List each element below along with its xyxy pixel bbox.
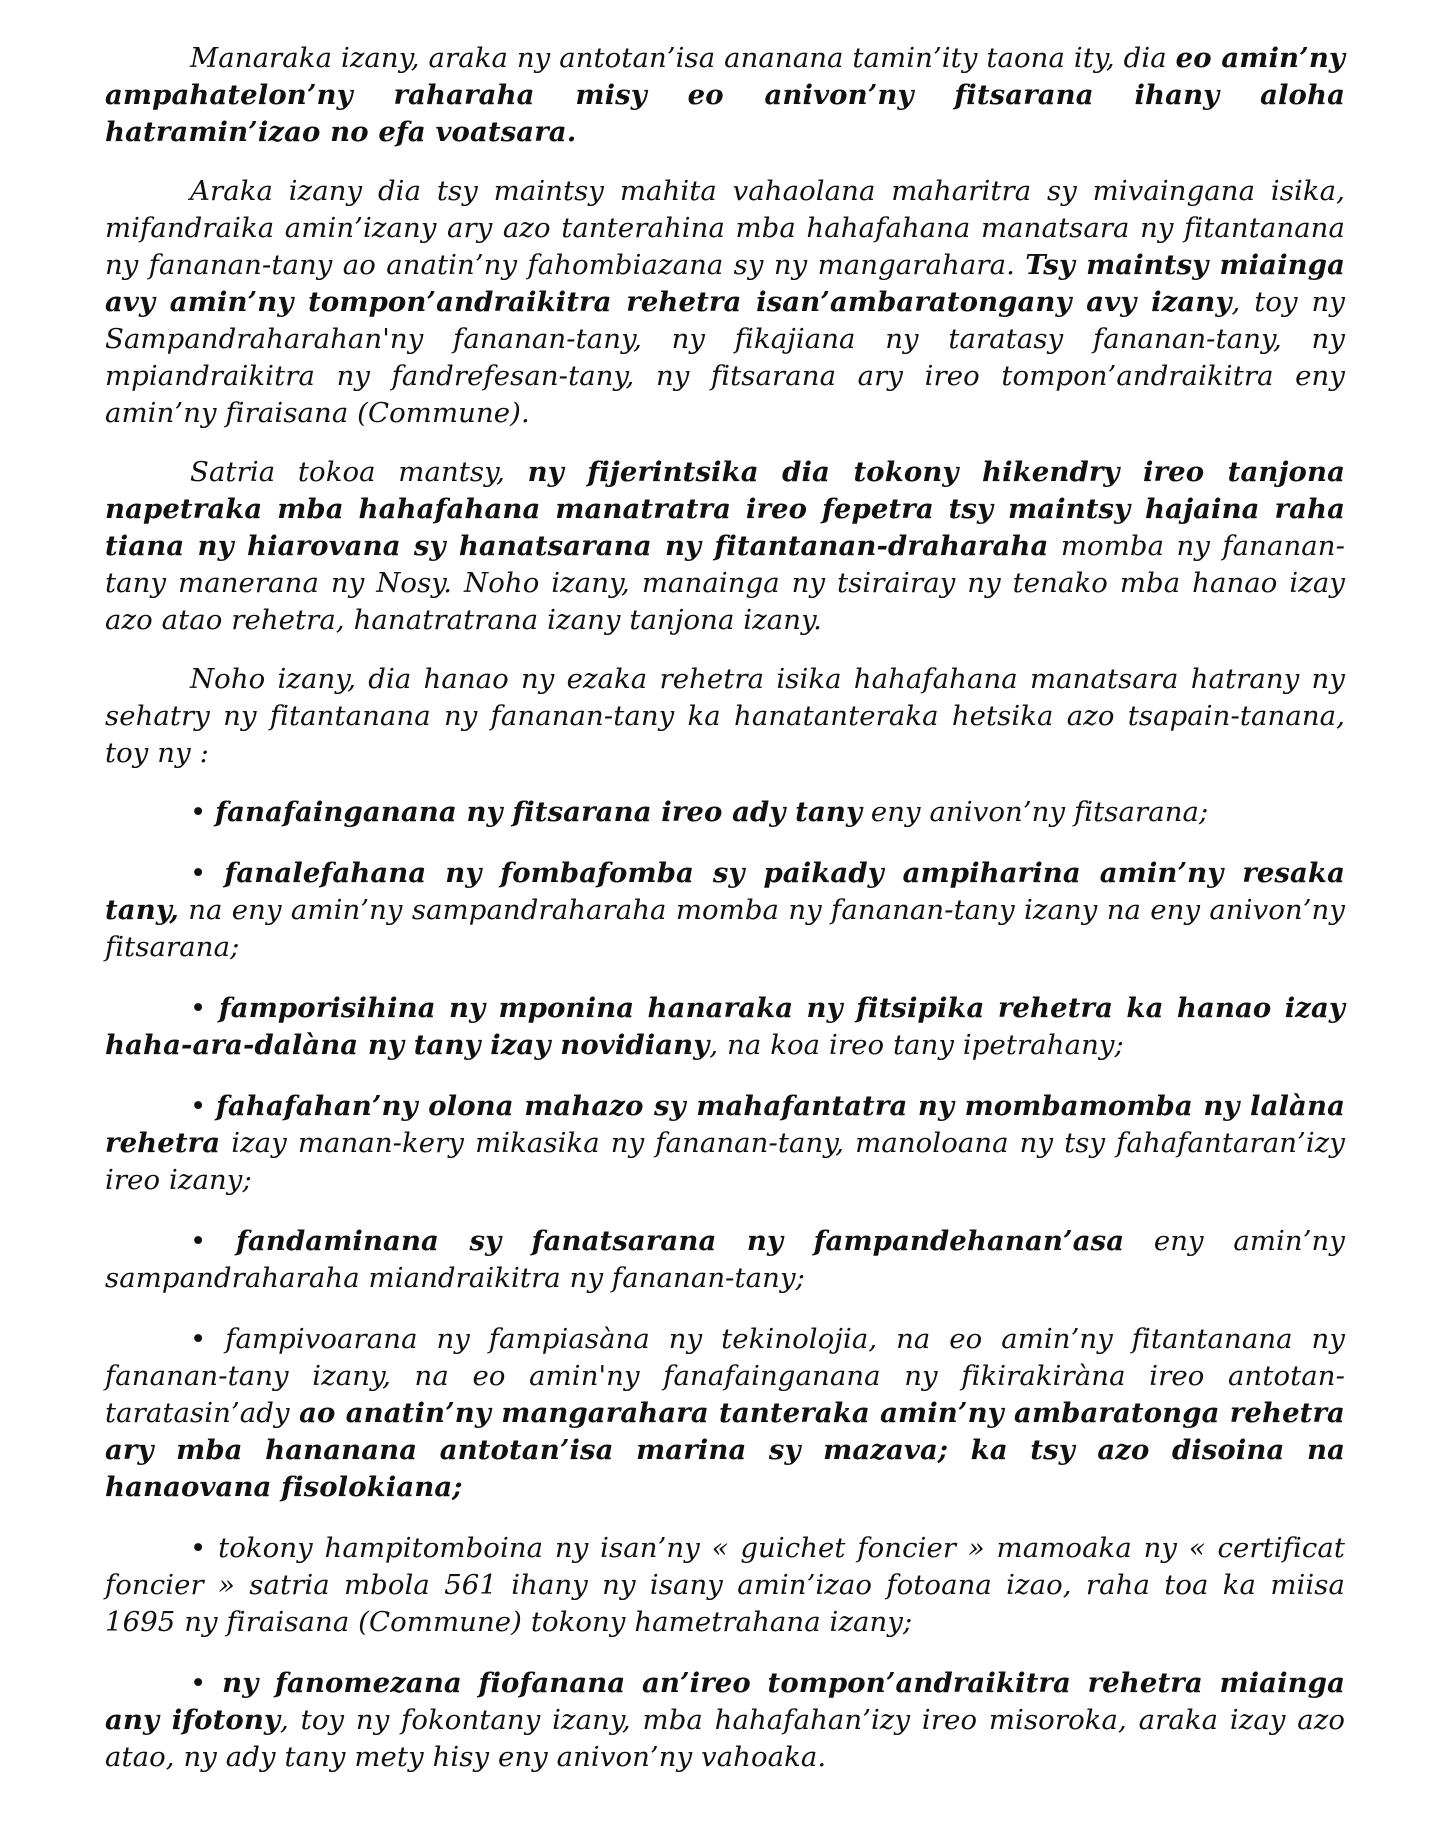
text-run: Noho izany, dia hanao ny ezaka rehetra isika hahafahana manatsara hatrany ny sehatry ny fitantanana ny fananan-tany ka hanatanteraka hetsika azo tsapain-tanana, toy ny :: [105, 663, 1345, 769]
text-run: eny anivon’ny fitsarana;: [862, 796, 1209, 828]
paragraph-actions-intro: [105, 661, 1345, 772]
text-run: eny amin’ny sampandraharaha miandraikitra ny fananan-tany;: [105, 1225, 1345, 1294]
bullet-marker: •: [190, 1667, 223, 1699]
bullet-item-service-organization: [105, 1223, 1345, 1297]
text-run: Araka izany dia tsy maintsy mahita vahaolana maharitra sy mivaingana isika, mifandraika amin’izany ary azo tanterahina mba hahafahana manatsara ny fitantanana ny fananan-tany ao anatin’ny fahombiazana sy ny mangarahara.: [105, 175, 1345, 281]
text-run-bold: fandaminana sy fanatsarana ny fampandehanan’asa: [236, 1225, 1125, 1257]
bullet-item-law-awareness: [105, 1088, 1345, 1199]
text-run-bold: Tsy maintsy miainga avy amin’ny tompon’andraikitra rehetra isan’ambaratongany avy izany: [105, 249, 1345, 318]
text-run: , toy ny fokontany izany, mba hahafahan’izy ireo misoroka, araka izay azo atao, ny ady tany mety hisy eny anivon’ny vahoaka.: [105, 1704, 1345, 1773]
bullet-item-encourage-residents: [105, 990, 1345, 1064]
bullet-item-court-acceleration: [105, 794, 1345, 831]
text-run: , toy ny Sampandraharahan'ny fananan-tany, ny fikajiana ny taratasy fananan-tany, ny mpiandraikitra ny fandrefesan-tany, ny fitsarana ary ireo tompon’andraikitra eny amin’ny firaisana (Commune).: [105, 286, 1345, 429]
bullet-marker: •: [190, 857, 225, 889]
text-run: • tokony hampitomboina ny isan’ny « guichet foncier » mamoaka ny « certificat foncier » satria mbola 561 ihany ny isany amin’izao fotoana izao, raha toa ka miisa 1695 ny firaisana (Commune) tokony hametrahana izany;: [105, 1532, 1345, 1638]
bullet-item-guichet-foncier: [105, 1530, 1345, 1641]
text-run: na eny amin’ny sampandraharaha momba ny fananan-tany izany na eny anivon’ny fitsarana;: [105, 894, 1345, 963]
text-run: • fampivoarana ny fampiasàna ny tekinolojia, na eo amin’ny fitantanana ny fananan-tany izany, na eo amin'ny fanafainganana ny fikirakiràna ireo antotan-taratasin’ady: [105, 1323, 1345, 1429]
paragraph-solutions: [105, 173, 1345, 432]
bullet-item-technology: [105, 1321, 1345, 1506]
text-run: izay manan-kery mikasika ny fananan-tany, manoloana ny tsy fahafantaran’izy ireo izany;: [105, 1127, 1345, 1196]
text-run-bold: ny fijerintsika dia tokony hikendry ireo tanjona napetraka mba hahafahana manatratra ireo fepetra tsy maintsy hajaina raha tiana ny hiarovana sy hanatsarana ny fitantanan-draharaha: [105, 456, 1345, 562]
text-run-bold: famporisihina ny mponina hanaraka ny fitsipika rehetra ka hanao izay haha-ara-dalàna ny tany izay novidiany: [105, 992, 1345, 1061]
text-run: Satria tokoa mantsy,: [190, 456, 528, 488]
bullet-item-training: [105, 1665, 1345, 1776]
text-run-bold: ny fanomezana fiofanana an’ireo tompon’andraikitra rehetra miainga any ifotony: [105, 1667, 1345, 1736]
text-run: Manaraka izany, araka ny antotan’isa ananana tamin’ity taona ity, dia: [190, 42, 1176, 74]
bullet-marker: •: [190, 1090, 217, 1122]
text-run-bold: eo amin’ny ampahatelon’ny raharaha misy eo anivon’ny fitsarana ihany aloha hatramin’izao no efa voatsara.: [105, 42, 1345, 148]
text-run-bold: ao anatin’ny mangarahara tanteraka amin’ny ambaratonga rehetra ary mba hananana antotan’isa marina sy mazava; ka tsy azo disoina na hanaovana fisolokiana;: [105, 1397, 1345, 1503]
text-run: momba ny fananan-tany manerana ny Nosy. Noho izany, manainga ny tsirairay ny tenako mba hanao izay azo atao rehetra, hanatratrana izany tanjona izany.: [105, 530, 1345, 636]
text-run-bold: fahafahan’ny olona mahazo sy mahafantatra ny mombamomba ny lalàna rehetra: [105, 1090, 1345, 1159]
text-run: , na koa ireo tany ipetrahany;: [709, 1029, 1124, 1061]
bullet-marker: •: [190, 1225, 237, 1257]
bullet-item-procedure-simplification: [105, 855, 1345, 966]
document-page: [105, 40, 1345, 1800]
bullet-marker: •: [190, 796, 216, 828]
text-run-bold: fanafainganana ny fitsarana ireo ady tany: [215, 796, 863, 828]
paragraph-intro-statistics: [105, 40, 1345, 151]
bullet-marker: •: [190, 992, 219, 1024]
paragraph-objectives: [105, 454, 1345, 639]
text-run-bold: fanalefahana ny fombafomba sy paikady ampiharina amin’ny resaka tany,: [105, 857, 1345, 926]
